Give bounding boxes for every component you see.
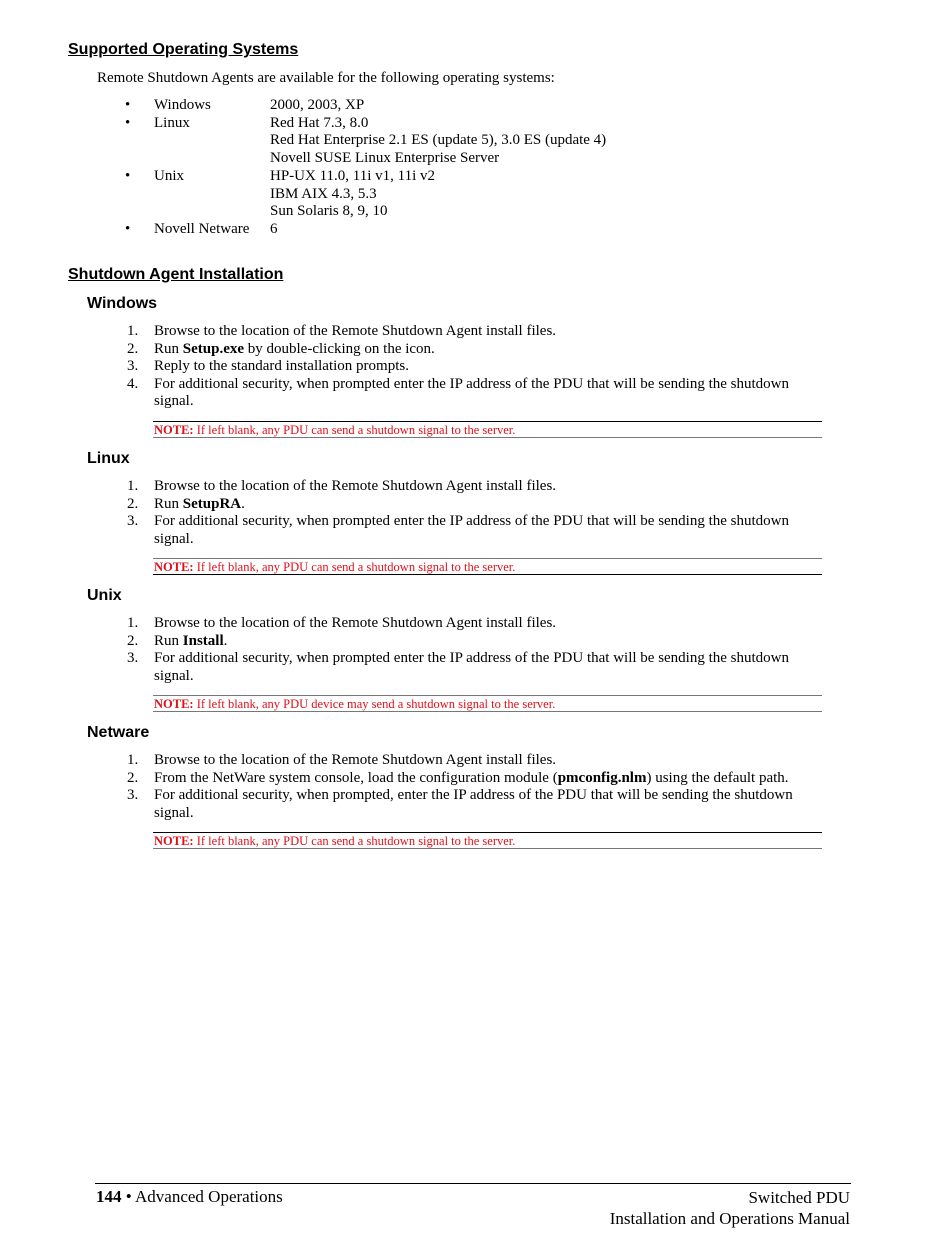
os-version: 2000, 2003, XP xyxy=(270,97,365,113)
step xyxy=(0,341,950,359)
note-text: If left blank, any PDU can send a shutdown signal to the server. xyxy=(193,560,516,574)
unix-note xyxy=(153,695,822,712)
os-version: Sun Solaris 8, 9, 10 xyxy=(270,203,388,220)
step xyxy=(0,615,950,633)
step-text: For additional security, when prompted enter the IP address of the PDU that will be sending the shutdown signal. xyxy=(154,375,790,409)
step-text: Browse to the location of the Remote Shutdown Agent install files. xyxy=(154,615,557,631)
note-label: NOTE: xyxy=(154,560,194,574)
step-number: 1. xyxy=(127,323,139,339)
step-text: Run Setup.exe by double-clicking on the icon. xyxy=(154,340,435,357)
os-name: Unix xyxy=(154,167,184,184)
step-text: Browse to the location of the Remote Shutdown Agent install files. xyxy=(154,752,557,768)
step-number: 1. xyxy=(127,752,139,768)
netware-note xyxy=(153,832,822,849)
os-versions xyxy=(270,97,950,115)
netware-steps xyxy=(0,752,950,822)
bullet: • xyxy=(125,114,131,131)
os-item xyxy=(0,97,950,115)
os-versions xyxy=(270,221,950,239)
os-name: Windows xyxy=(154,97,211,113)
unix-heading: Unix xyxy=(87,587,122,604)
supported-os-intro: Remote Shutdown Agents are available for the following operating systems: xyxy=(97,70,555,86)
step-number: 4. xyxy=(127,375,139,392)
windows-note xyxy=(153,421,822,438)
step xyxy=(0,513,950,548)
step xyxy=(0,496,950,514)
step-text: For additional security, when prompted, enter the IP address of the PDU that will be sending the shutdown signal. xyxy=(154,787,793,821)
note-label: NOTE: xyxy=(154,697,194,711)
unix-steps xyxy=(0,615,950,685)
step xyxy=(0,478,950,496)
linux-note xyxy=(153,558,822,575)
os-name: Linux xyxy=(154,114,190,131)
step-number: 1. xyxy=(127,478,139,494)
os-version: Novell SUSE Linux Enterprise Server xyxy=(270,150,500,167)
step-number: 2. xyxy=(127,769,139,786)
step xyxy=(0,633,950,651)
step-number: 3. xyxy=(127,358,139,374)
step-number: 3. xyxy=(127,513,139,529)
note-text: If left blank, any PDU device may send a shutdown signal to the server. xyxy=(193,697,556,711)
bullet: • xyxy=(125,97,131,113)
os-versions xyxy=(270,115,950,168)
os-version: HP-UX 11.0, 11i v1, 11i v2 xyxy=(270,167,435,184)
note-label: NOTE: xyxy=(154,423,194,437)
step xyxy=(0,376,950,411)
step xyxy=(0,770,950,788)
footer-product: Switched PDU xyxy=(748,1188,850,1207)
footer-left xyxy=(96,1187,283,1207)
os-item xyxy=(0,221,950,239)
os-version: Red Hat 7.3, 8.0 xyxy=(270,114,369,131)
step-number: 3. xyxy=(127,650,139,666)
windows-steps xyxy=(0,323,950,411)
step xyxy=(0,650,950,685)
step-text: Browse to the location of the Remote Shutdown Agent install files. xyxy=(154,478,557,494)
os-item xyxy=(0,115,950,168)
supported-os-heading: Supported Operating Systems xyxy=(68,41,299,58)
step-number: 3. xyxy=(127,787,139,803)
step xyxy=(0,323,950,341)
note-text: If left blank, any PDU can send a shutdown signal to the server. xyxy=(193,834,516,848)
step-text: For additional security, when prompted enter the IP address of the PDU that will be sending the shutdown signal. xyxy=(154,513,790,547)
step-number: 2. xyxy=(127,340,139,357)
step xyxy=(0,787,950,822)
page-number: 144 xyxy=(96,1187,122,1206)
os-version: Red Hat Enterprise 2.1 ES (update 5), 3.0 ES (update 4) xyxy=(270,132,607,149)
step-text: Reply to the standard installation prompts. xyxy=(154,358,409,374)
step-text: Browse to the location of the Remote Shutdown Agent install files. xyxy=(154,323,557,339)
footer-separator: • xyxy=(121,1187,136,1206)
step-text: For additional security, when prompted enter the IP address of the PDU that will be sending the shutdown signal. xyxy=(154,650,790,684)
step xyxy=(0,358,950,376)
footer-right xyxy=(610,1187,850,1229)
step-number: 2. xyxy=(127,632,139,649)
os-versions xyxy=(270,168,950,221)
netware-heading: Netware xyxy=(87,724,150,741)
os-item xyxy=(0,168,950,221)
bullet: • xyxy=(125,220,131,237)
step-number: 1. xyxy=(127,615,139,631)
step-text: Run SetupRA. xyxy=(154,495,245,512)
os-version: 6 xyxy=(270,220,278,237)
installation-heading: Shutdown Agent Installation xyxy=(68,266,284,283)
os-version: IBM AIX 4.3, 5.3 xyxy=(270,185,377,202)
linux-steps xyxy=(0,478,950,548)
linux-heading: Linux xyxy=(87,450,130,467)
step xyxy=(0,752,950,770)
note-text: If left blank, any PDU can send a shutdown signal to the server. xyxy=(193,423,516,437)
step-text: From the NetWare system console, load the configuration module (pmconfig.nlm) using the default path. xyxy=(154,769,789,786)
step-text: Run Install. xyxy=(154,632,228,649)
note-label: NOTE: xyxy=(154,834,194,848)
footer-section: Advanced Operations xyxy=(135,1187,283,1206)
os-name: Novell Netware xyxy=(154,220,250,237)
windows-heading: Windows xyxy=(87,295,158,312)
footer-rule xyxy=(95,1183,851,1184)
bullet: • xyxy=(125,167,131,184)
os-list xyxy=(0,97,950,239)
footer-manual: Installation and Operations Manual xyxy=(609,1209,850,1228)
step-number: 2. xyxy=(127,495,139,512)
